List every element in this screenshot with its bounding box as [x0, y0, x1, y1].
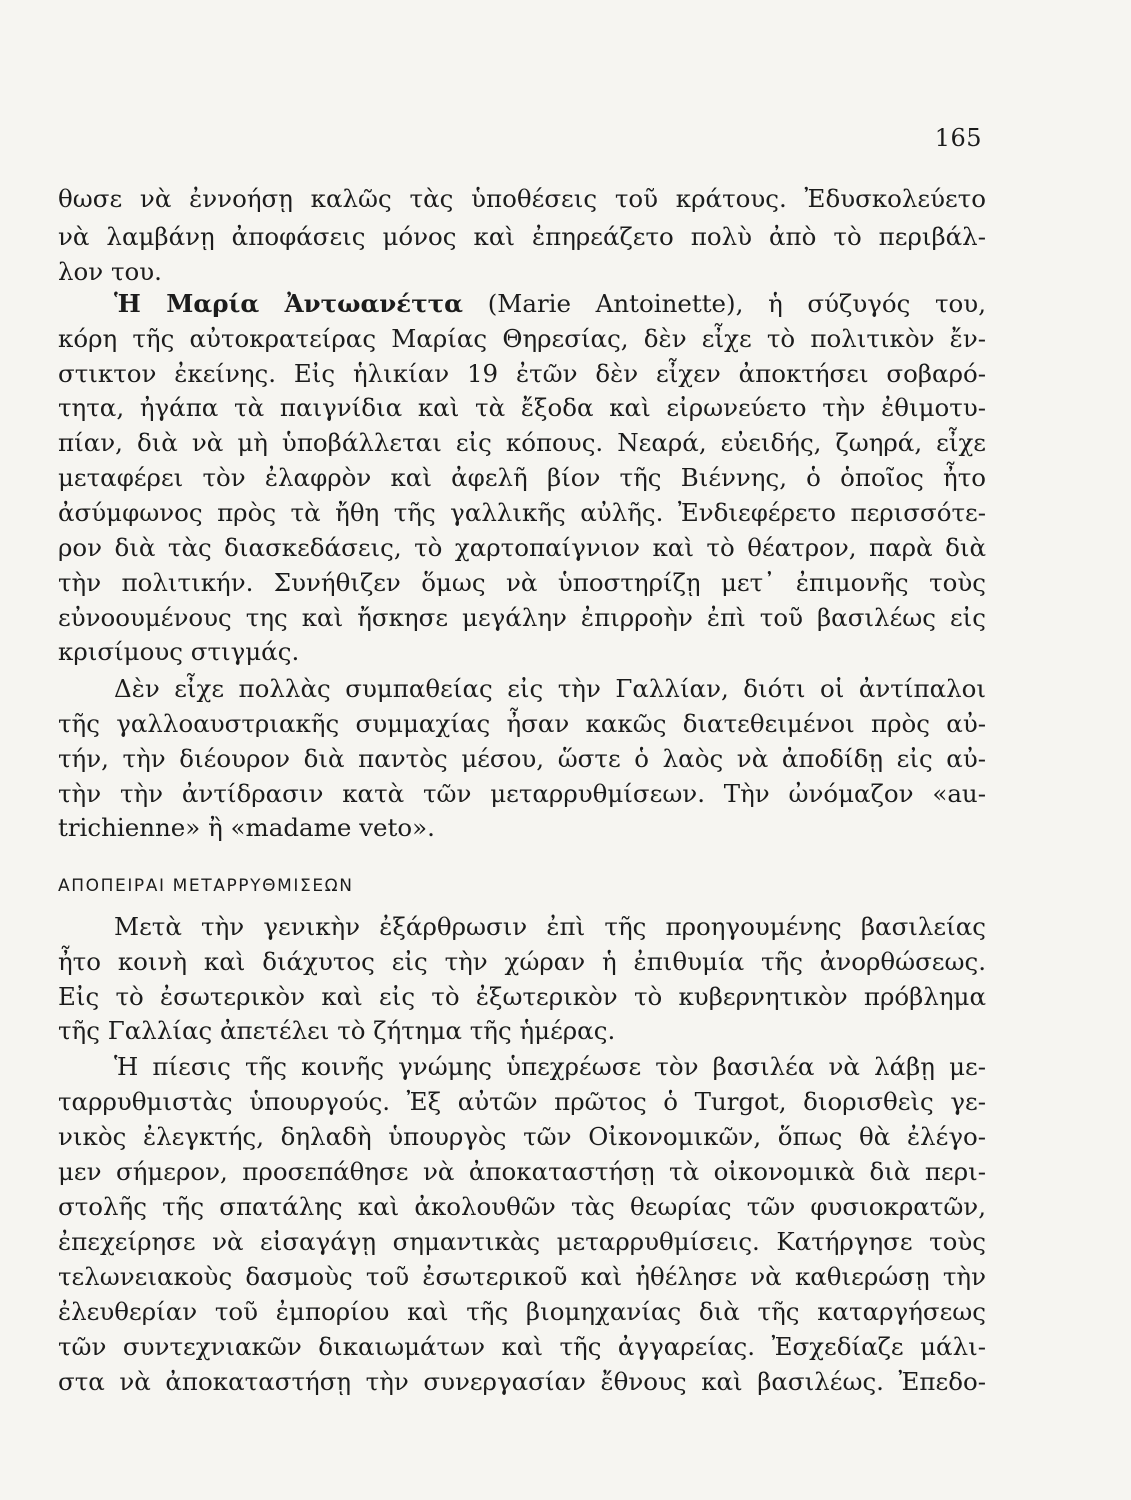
text-line: κόρη τῆς αὐτοκρατείρας Μαρίας Θηρεσίας, δὲν εἶχε τὸ πολιτικὸν ἔν- — [58, 324, 986, 353]
text-line: τῶν συντεχνιακῶν δικαιωμάτων καὶ τῆς ἀγγαρείας. Ἐσχεδίαζε μάλι- — [58, 1332, 986, 1361]
text-line: θωσε νὰ ἐννοήσῃ καλῶς τὰς ὑποθέσεις τοῦ κράτους. Ἐδυσκολεύετο — [58, 184, 986, 213]
text-line: Μετὰ τὴν γενικὴν ἐξάρθρωσιν ἐπὶ τῆς προηγουμένης βασιλείας — [114, 912, 986, 941]
text-line: μεταφέρει τὸν ἐλαφρὸν καὶ ἀφελῆ βίον τῆς Βιέννης, ὁ ὁποῖος ἦτο — [58, 463, 986, 492]
text-line: ρον διὰ τὰς διασκεδάσεις, τὸ χαρτοπαίγνιον καὶ τὸ θέατρον, παρὰ διὰ — [58, 533, 986, 562]
section-heading: ΑΠΟΠΕΙΡΑΙ ΜΕΤΑΡΡΥΘΜΙΣΕΩΝ — [58, 876, 354, 896]
text-line: Εἰς τὸ ἐσωτερικὸν καὶ εἰς τὸ ἐξωτερικὸν τὸ κυβερνητικὸν πρόβλημα — [58, 982, 986, 1011]
text-line: ἐπεχείρησε νὰ εἰσαγάγῃ σημαντικὰς μεταρρυθμίσεις. Κατήργησε τοὺς — [58, 1227, 986, 1256]
text-line: τελωνειακοὺς δασμοὺς τοῦ ἐσωτερικοῦ καὶ ἠθέλησε νὰ καθιερώσῃ τὴν — [58, 1262, 986, 1291]
person-name: Ἡ Μαρία Ἀντωανέττα — [114, 289, 464, 318]
text-line: τῆς Γαλλίας ἀπετέλει τὸ ζήτημα τῆς ἡμέρας. — [58, 1016, 616, 1045]
text-line: ἦτο κοινὴ καὶ διάχυτος εἰς τὴν χώραν ἡ ἐπιθυμία τῆς ἀνορθώσεως. — [58, 947, 986, 976]
text-line: εὐνοουμένους της καὶ ἤσκησε μεγάλην ἐπιρροὴν ἐπὶ τοῦ βασιλέως εἰς — [58, 603, 986, 632]
text-line: Ἡ πίεσις τῆς κοινῆς γνώμης ὑπεχρέωσε τὸν βασιλέα νὰ λάβῃ με- — [114, 1052, 986, 1081]
text-line: λον του. — [58, 257, 162, 286]
text-line: στα νὰ ἀποκαταστήσῃ τὴν συνεργασίαν ἔθνους καὶ βασιλέως. Ἐπεδο- — [58, 1367, 986, 1396]
text-line: νὰ λαμβάνῃ ἀποφάσεις μόνος καὶ ἐπηρεάζετο πολὺ ἀπὸ τὸ περιβάλ- — [58, 222, 986, 251]
text-line: κρισίμους στιγμάς. — [58, 637, 300, 666]
page-number: 165 — [934, 124, 982, 152]
text-line: στολῆς τῆς σπατάλης καὶ ἀκολουθῶν τὰς θεωρίας τῶν φυσιοκρατῶν, — [58, 1192, 986, 1221]
text-line: Δὲν εἶχε πολλὰς συμπαθείας εἰς τὴν Γαλλίαν, διότι οἱ ἀντίπαλοι — [114, 674, 986, 703]
text-line: ταρρυθμιστὰς ὑπουργούς. Ἐξ αὐτῶν πρῶτος ὁ Turgot, διορισθεὶς γε- — [58, 1087, 986, 1116]
text-span: (Marie Antoinette), ἡ σύζυγός του, — [463, 289, 986, 318]
text-line: νικὸς ἐλεγκτής, δηλαδὴ ὑπουργὸς τῶν Οἰκονομικῶν, ὅπως θὰ ἐλέγο- — [58, 1122, 986, 1151]
text-line: τήν, τὴν διέουρον διὰ παντὸς μέσου, ὥστε ὁ λαὸς νὰ ἀποδίδῃ εἰς αὐ- — [58, 744, 986, 773]
text-line: τὴν πολιτικήν. Συνήθιζεν ὅμως νὰ ὑποστηρίζῃ μετ᾽ ἐπιμονῆς τοὺς — [58, 568, 986, 597]
text-line: τητα, ἠγάπα τὰ παιγνίδια καὶ τὰ ἔξοδα καὶ εἰρωνεύετο τὴν ἐθιμοτυ- — [58, 393, 986, 422]
text-line: trichienne» ἢ «madame veto». — [58, 813, 435, 842]
text-line: ἐλευθερίαν τοῦ ἐμπορίου καὶ τῆς βιομηχανίας διὰ τῆς καταργήσεως — [58, 1297, 986, 1326]
text-line: στικτον ἐκείνης. Εἰς ἡλικίαν 19 ἐτῶν δὲν εἶχεν ἀποκτήσει σοβαρό- — [58, 359, 986, 388]
text-line: ἀσύμφωνος πρὸς τὰ ἤθη τῆς γαλλικῆς αὐλῆς. Ἐνδιεφέρετο περισσότε- — [58, 498, 986, 527]
text-line: τῆς γαλλοαυστριακῆς συμμαχίας ἦσαν κακῶς διατεθειμένοι πρὸς αὐ- — [58, 709, 986, 738]
text-line: πίαν, διὰ νὰ μὴ ὑποβάλλεται εἰς κόπους. Νεαρά, εὐειδής, ζωηρά, εἶχε — [58, 428, 986, 457]
text-line — [58, 289, 986, 319]
text-line: μεν σήμερον, προσεπάθησε νὰ ἀποκαταστήσῃ τὰ οἰκονομικὰ διὰ περι- — [58, 1157, 986, 1186]
text-line: τὴν τὴν ἀντίδρασιν κατὰ τῶν μεταρρυθμίσεων. Τὴν ὠνόμαζον «au- — [58, 779, 986, 808]
